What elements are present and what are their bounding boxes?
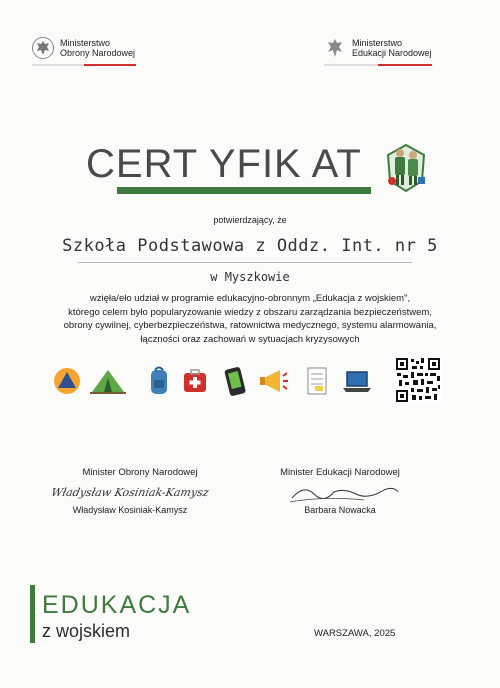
phone-icon [218,364,252,398]
signature-scribble: Władysław Kosiniak-Kamysz [49,486,211,499]
signature-name-block [240,505,440,515]
men-flag-bar [324,64,432,66]
body-line: wzięła/eło udział w programie edukacyjno-obronnym „Edukacja z wojskiem", [89,293,411,304]
mon-line1: Ministerstwo [60,38,111,48]
school-underline [78,262,412,263]
school-town: w Myszkowie [210,270,290,284]
body-line: którego celem było popularyzowanie wiedzy z obszaru zarządzania bezpieczeństwem, [68,306,432,318]
tent-icon [88,364,128,398]
signature-role: Minister Obrony Narodowej [82,467,198,478]
first-aid-kit-icon [178,364,212,398]
backpack-icon [142,364,176,398]
body-line: łączności oraz zachowań w sytuacjach kryzysowych [140,333,360,345]
signature-men [240,467,440,478]
megaphone-icon [256,364,290,398]
civil-defense-icon [50,364,84,398]
signature-scribble [284,478,402,508]
mon-header [32,36,135,60]
eagle-emblem-icon [324,36,346,60]
men-line2: Edukacji Narodowej [352,48,432,58]
topic-icons-row [50,364,380,398]
eagle-emblem-icon [32,36,54,60]
logo-line2: z wojskiem [42,621,131,641]
logo-bar [30,585,35,643]
signature-name-block [30,505,230,515]
signature-name: Władysław Kosiniak-Kamysz [72,505,188,515]
body-line: obrony cywilnej, cyberbezpieczeństwa, ratownictwa medycznego, systemu alarmowania, [63,320,437,331]
confirm-text: potwierdzający, że [213,215,287,225]
men-header [324,36,432,60]
mon-line2: Obrony Narodowej [60,48,136,58]
school-name: Szkoła Podstawowa z Oddz. Int. nr 5 [62,236,438,256]
certificate-title: CERT YFIK AT [86,142,362,186]
signature-name: Barbara Nowacka [304,505,376,515]
program-description [40,292,460,346]
checklist-icon [300,364,334,398]
logo-line1: EDUKACJA [42,591,192,619]
laptop-icon [340,364,374,398]
qr-code[interactable] [395,357,441,403]
mon-flag-bar [32,64,136,66]
place-date: WARSZAWA, 2025 [314,628,396,639]
signature-role: Minister Edukacji Narodowej [280,467,400,478]
signature-mon [40,467,240,478]
men-line1: Ministerstwo [352,38,403,48]
title-underline [117,187,371,194]
soldiers-illustration-icon [380,137,432,195]
